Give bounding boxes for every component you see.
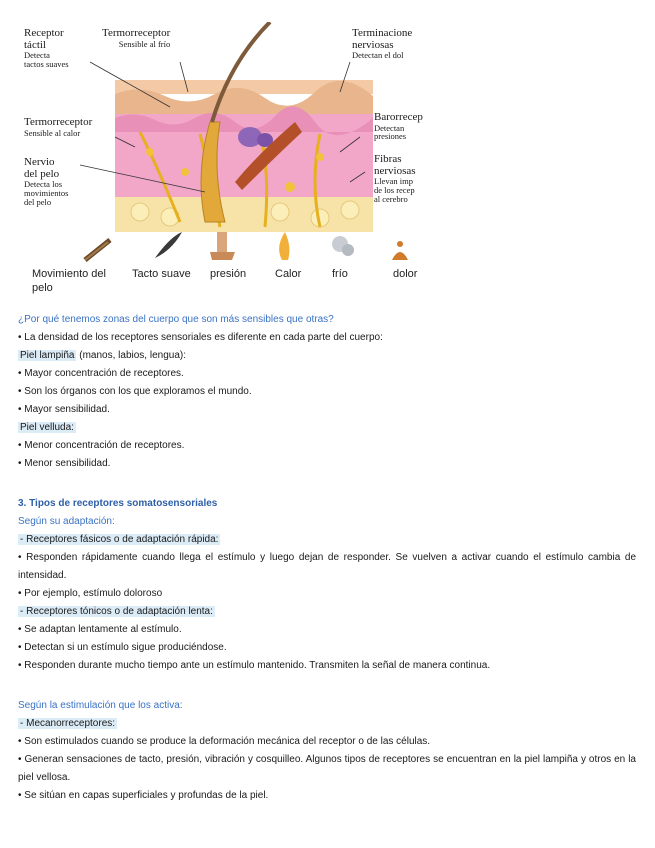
- paragraph: • Generan sensaciones de tacto, presión, vibración y cosquilleo. Algunos tipos de receptores se encuentran en la piel lampiña y otros en la piel vellosa.: [18, 754, 636, 784]
- list-item: • Responden durante mucho tiempo ante un estímulo mantenido. Transmiten la señal de manera continua.: [18, 660, 491, 671]
- list-item: • Son estimulados cuando se produce la deformación mecánica del receptor o de las células.: [18, 736, 431, 747]
- mecano-line: [18, 715, 117, 733]
- subheading-adaptacion: Según su adaptación:: [18, 516, 115, 527]
- label-barorreceptor: Barorrecep Detectan presiones: [374, 112, 423, 142]
- label-termorreceptor-calor: Termorreceptor Sensible al calor: [24, 116, 93, 138]
- stimulus-label-tacto: Tacto suave: [132, 268, 191, 280]
- list-item: • Detectan si un estímulo sigue produciéndose.: [18, 642, 227, 653]
- highlight-tonicos: - Receptores tónicos o de adaptación lenta:: [20, 606, 213, 617]
- ice-icon: [332, 236, 354, 256]
- label-termorreceptor-frio: Termorreceptor Sensible al frío: [102, 27, 171, 49]
- stimulus-label-dolor: dolor: [393, 268, 418, 280]
- label-receptor-tactil: Receptor táctil Detecta tactos suaves: [24, 27, 69, 70]
- label-nervio-pelo: Nervio del pelo Detecta los movimientos del pelo: [24, 156, 69, 207]
- piel-lampina-line: Piel lampiña (manos, labios, lengua):: [20, 350, 186, 361]
- list-item: • Son los órganos con los que exploramos el mundo.: [18, 386, 252, 397]
- fasicos-line: [18, 531, 220, 549]
- stimulus-label-presion: presión: [210, 268, 247, 280]
- subheading-estimulacion: Según la estimulación que los activa:: [18, 700, 183, 711]
- list-item: • Mayor sensibilidad.: [18, 404, 110, 415]
- pain-icon: [392, 241, 408, 260]
- highlight-piel-velluda: Piel velluda:: [20, 422, 74, 433]
- section-heading: 3. Tipos de receptores somatosensoriales: [18, 498, 218, 509]
- question-heading: ¿Por qué tenemos zonas del cuerpo que son más sensibles que otras?: [18, 314, 334, 325]
- stimulus-label-movimiento: Movimiento del pelo: [32, 268, 106, 295]
- stimulus-label-frio: frío: [332, 268, 348, 280]
- paragraph: • Responden rápidamente cuando llega el estímulo y luego dejan de responder. Se vuelven a activar cuando el estímulo cambia de intensidad.: [18, 552, 636, 582]
- hair-movement-icon: [85, 240, 110, 260]
- piel-velluda-line: [18, 419, 76, 437]
- feather-icon: [155, 232, 182, 258]
- flame-icon: [279, 232, 289, 260]
- list-item: • Mayor concentración de receptores.: [18, 368, 184, 379]
- highlight-mecanorreceptores: - Mecanorreceptores:: [20, 718, 116, 729]
- pressure-icon: [210, 232, 235, 260]
- list-item: • Menor concentración de receptores.: [18, 440, 185, 451]
- highlight-piel-lampina: Piel lampiña: [20, 350, 75, 361]
- highlight-fasicos: - Receptores fásicos o de adaptación rápida:: [20, 534, 219, 545]
- stimulus-label-calor: Calor: [275, 268, 302, 280]
- list-item: • Se sitúan en capas superficiales y profundas de la piel.: [18, 790, 269, 801]
- list-item: • Por ejemplo, estímulo doloroso: [18, 588, 163, 599]
- tonicos-line: [18, 603, 215, 621]
- list-item: • La densidad de los receptores sensoriales es diferente en cada parte del cuerpo:: [18, 332, 383, 343]
- list-item: • Menor sensibilidad.: [18, 458, 111, 469]
- skin-receptors-figure: [20, 22, 442, 304]
- label-terminaciones: Terminacione nerviosas Detectan el dol: [352, 28, 413, 61]
- list-item: • Se adaptan lentamente al estímulo.: [18, 624, 182, 635]
- label-fibras-nerviosas: Fibras nerviosas Llevan imp de los recep al cerebro: [374, 154, 416, 204]
